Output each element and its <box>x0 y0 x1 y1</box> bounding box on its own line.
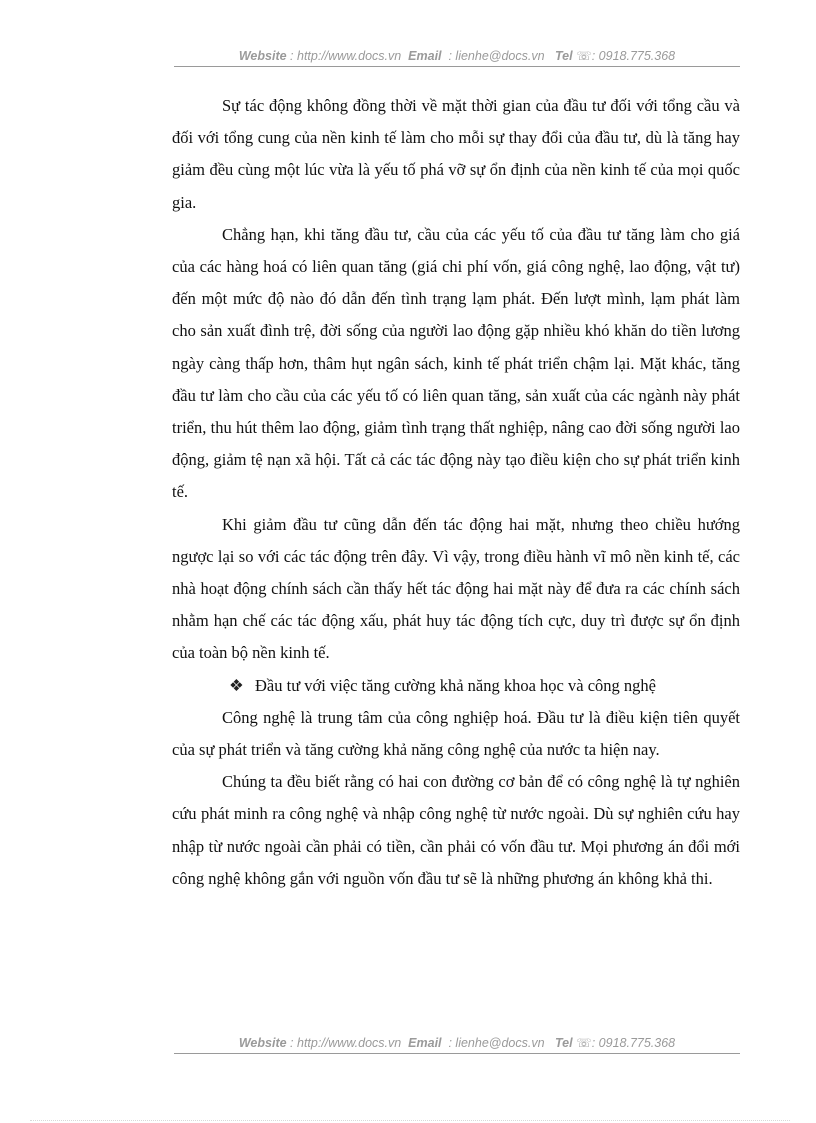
footer-email-label: Email <box>408 1036 442 1050</box>
header-email-link[interactable]: : lienhe@docs.vn <box>448 49 545 63</box>
page-footer <box>174 1035 740 1050</box>
document-body <box>172 90 740 895</box>
footer-divider <box>174 1053 740 1054</box>
phone-icon: ☏ <box>576 49 592 63</box>
page-break-line <box>30 1120 790 1121</box>
footer-tel-label: Tel <box>554 1036 573 1050</box>
section-heading-text: Đầu tư với việc tăng cường khả năng khoa học và công nghệ <box>255 675 656 695</box>
header-divider <box>174 66 740 67</box>
section-heading-bullet <box>172 670 740 702</box>
paragraph-5: Chúng ta đều biết rằng có hai con đường cơ bản để có công nghệ là tự nghiên cứu phát minh ra công nghệ và nhập công nghệ từ nước ngoài. Dù sự nghiên cứu hay nhập từ nước ngoài cần phải có tiền, cần phải có vốn đầu tư. Mọi phương án đổi mới công nghệ không gắn với nguồn vốn đầu tư sẽ là những phương án không khả thi. <box>172 772 740 888</box>
header-website-label: Website <box>238 49 287 63</box>
header-email-label: Email <box>408 49 442 63</box>
footer-website-label: Website <box>238 1036 287 1050</box>
paragraph-2: Chẳng hạn, khi tăng đầu tư, cầu của các yếu tố của đầu tư tăng làm cho giá của các hàng hoá có liên quan tăng (giá chi phí vốn, giá công nghệ, lao động, vật tư) đến một mức độ nào đó dẫn đến tình trạng lạm phát. Đến lượt mình, lạm phát làm cho sản xuất đình trệ, đời sống của người lao động gặp nhiều khó khăn do tiền lương ngày càng thấp hơn, thâm hụt ngân sách, kinh tế phát triển chậm lại. Mặt khác, tăng đầu tư làm cho cầu của các yếu tố có liên quan tăng, sản xuất của các ngành này phát triển, thu hút thêm lao động, giảm tình trạng thất nghiệp, nâng cao đời sống người lao động, giảm tệ nạn xã hội. Tất cả các tác động này tạo điều kiện cho sự phát triển kinh tế. <box>172 224 740 502</box>
header-tel-value: : 0918.775.368 <box>591 49 676 63</box>
diamond-bullet-icon: ❖ <box>229 675 244 695</box>
footer-email-link[interactable]: : lienhe@docs.vn <box>448 1036 545 1050</box>
paragraph-3: Khi giảm đầu tư cũng dẫn đến tác động hai mặt, nhưng theo chiều hướng ngược lại so với các tác động trên đây. Vì vậy, trong điều hành vĩ mô nền kinh tế, các nhà hoạt động chính sách cần thấy hết tác động hai mặt này để đưa ra các chính sách nhằm hạn chế các tác động xấu, phát huy tác động tích cực, duy trì được sự ổn định của toàn bộ nền kinh tế. <box>172 514 740 663</box>
header-website-link[interactable]: : http://www.docs.vn <box>290 49 402 63</box>
footer-website-link[interactable]: : http://www.docs.vn <box>290 1036 402 1050</box>
header-tel-label: Tel <box>554 49 573 63</box>
paragraph-1: Sự tác động không đồng thời về mặt thời gian của đầu tư đối với tổng cầu và đối với tổng cung của nền kinh tế làm cho mỗi sự thay đổi của đầu tư, dù là tăng hay giảm đều cùng một lúc vừa là yếu tố phá vỡ sự ổn định của nền kinh tế của mọi quốc gia. <box>172 96 740 212</box>
page-header <box>174 48 740 63</box>
footer-tel-value: : 0918.775.368 <box>591 1036 676 1050</box>
phone-icon: ☏ <box>576 1036 592 1050</box>
paragraph-4: Công nghệ là trung tâm của công nghiệp hoá. Đầu tư là điều kiện tiên quyết của sự phát triển và tăng cường khả năng công nghệ của nước ta hiện nay. <box>172 707 740 760</box>
